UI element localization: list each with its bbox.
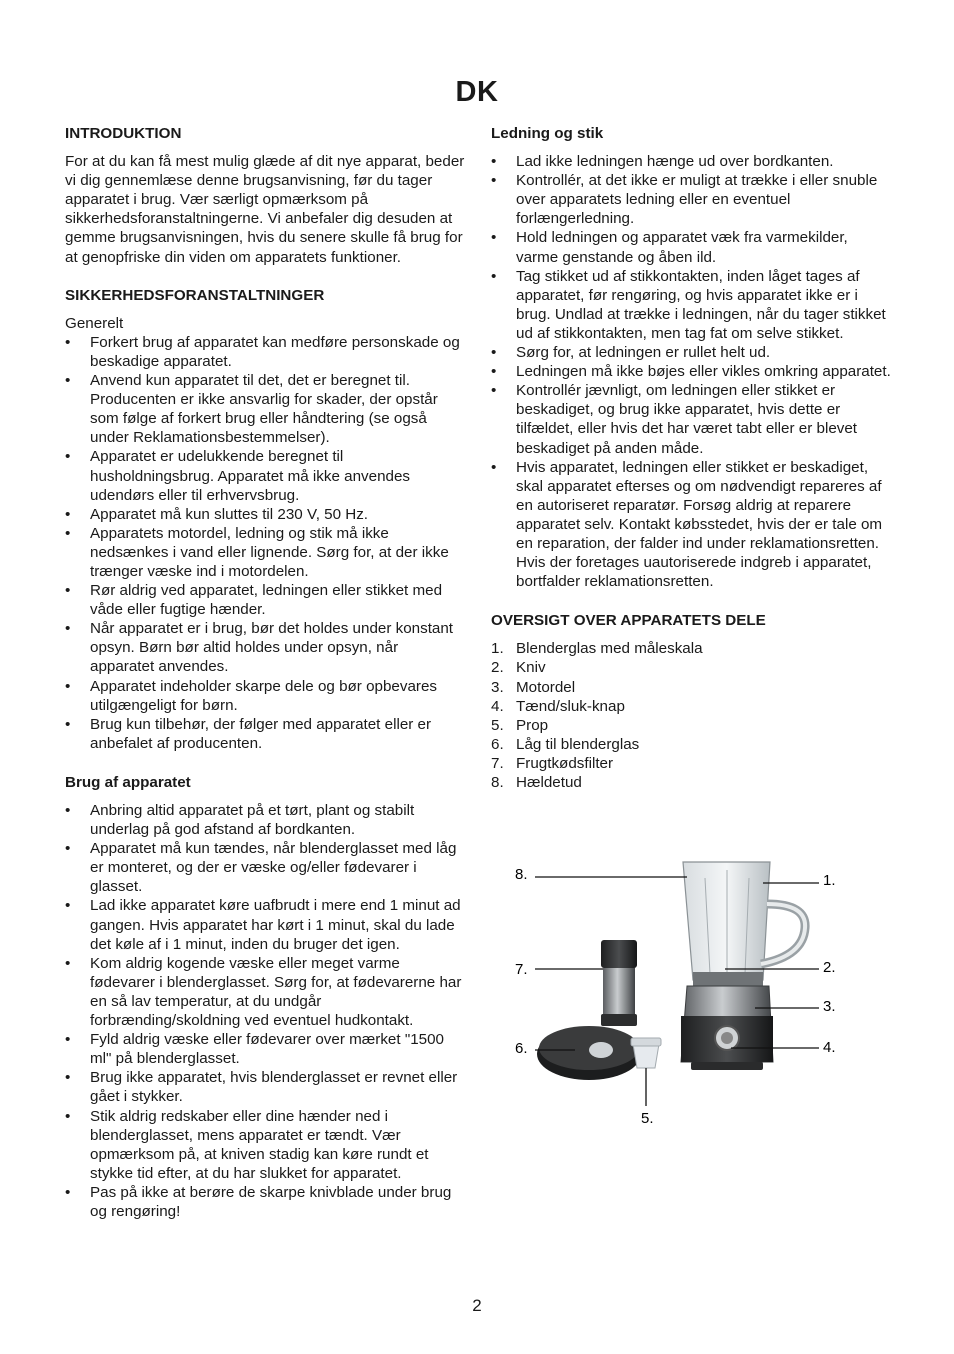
list-item: • Anvend kun apparatet til det, det er beregnet til. Producenten er ikke ansvarlig for skader, der opstår som følge af forkert brug eller håndtering (se også under Reklamationsbestemmelser). xyxy=(65,371,465,447)
figure-label-3: 3. xyxy=(823,998,836,1015)
list-item: • Forkert brug af apparatet kan medføre personskade og beskadige apparatet. xyxy=(65,333,465,371)
part-label: Blenderglas med måleskala xyxy=(516,640,703,658)
part-label: Tænd/sluk-knap xyxy=(516,697,625,715)
part-label: Prop xyxy=(516,716,549,734)
list-item: • Brug kun tilbehør, der følger med apparatet eller er anbefalet af producenten. xyxy=(65,715,465,753)
part-number: 3. xyxy=(491,678,504,696)
part-number: 2. xyxy=(491,659,504,677)
list-item: • Apparatets motordel, ledning og stik må ikke nedsænkes i vand eller lignende. Sørg for, at der ikke trænger væske ind i motordelen. xyxy=(65,524,465,581)
list-item: • Kom aldrig kogende væske eller meget varme fødevarer i blenderglasset. Sørg for, at fødevarerne har en så lav temperatur, at du undgår forbrænding/skoldning ved eventuel hudkontakt. xyxy=(65,954,465,1030)
figure-label-5: 5. xyxy=(641,1110,654,1127)
safety-list xyxy=(65,333,465,753)
part-label: Frugtkødsfilter xyxy=(516,754,614,772)
figure-label-8: 8. xyxy=(515,866,528,883)
part-item xyxy=(491,639,891,658)
jar-lid-shape xyxy=(537,1026,641,1080)
list-item: • Fyld aldrig væske eller fødevarer over mærket "1500 ml" på blenderglasset. xyxy=(65,1030,465,1068)
blender-jar-shape xyxy=(683,862,805,986)
cord-heading: Ledning og stik xyxy=(491,125,604,142)
part-label: Låg til blenderglas xyxy=(516,735,640,753)
part-item xyxy=(491,658,891,677)
cord-list xyxy=(491,152,891,591)
part-item xyxy=(491,754,891,773)
list-item: • Kontrollér jævnligt, om ledningen eller stikket er beskadiget, og brug ikke apparatet, hvis dette er tilfældet, eller hvis det har været tabt eller er blevet beskadiget på anden måde. xyxy=(491,381,891,457)
safety-subheading: Generelt xyxy=(65,314,124,332)
list-item: • Brug ikke apparatet, hvis blenderglasset er revnet eller gået i stykker. xyxy=(65,1068,465,1106)
list-item: • Rør aldrig ved apparatet, ledningen eller stikket med våde eller fugtige hænder. xyxy=(65,581,465,619)
part-item xyxy=(491,716,891,735)
right-column xyxy=(491,124,891,792)
part-item xyxy=(491,735,891,754)
blender-parts-figure xyxy=(505,848,865,1138)
part-number: 8. xyxy=(491,774,504,791)
part-number: 7. xyxy=(491,754,504,772)
part-label: Hældetud xyxy=(516,774,582,791)
part-number: 1. xyxy=(491,640,504,658)
usage-heading: Brug af apparatet xyxy=(65,773,191,791)
figure-label-1: 1. xyxy=(823,872,836,889)
pulp-filter-shape xyxy=(601,940,637,1026)
part-number: 4. xyxy=(491,697,504,715)
list-item: • Hvis apparatet, ledningen eller stikket er beskadiget, skal apparatet efterses og om nødvendigt repareres af en autoriseret reparatør. Forsøg aldrig at reparere apparatet selv. Kontakt købsstedet, hvis der er tale om en reparation, der falder ind under reklamationsretten. Hvis der foretages uautoriserede indgreb i apparatet, bortfalder reklamationsretten. xyxy=(491,458,891,592)
part-number: 6. xyxy=(491,735,504,753)
figure-label-4: 4. xyxy=(823,1039,836,1056)
list-item: • Anbring altid apparatet på et tørt, plant og stabilt underlag på god afstand af bordkanten. xyxy=(65,801,465,839)
list-item: • Apparatet må kun sluttes til 230 V, 50 Hz. xyxy=(65,505,465,524)
list-item: • Lad ikke ledningen hænge ud over bordkanten. xyxy=(491,152,891,171)
part-number: 5. xyxy=(491,716,504,734)
list-item: • Kontrollér, at det ikke er muligt at trække i eller snuble over apparatets ledning eller en eventuel forlængerledning. xyxy=(491,171,891,228)
part-item xyxy=(491,678,891,697)
list-item: • Apparatet er udelukkende beregnet til husholdningsbrug. Apparatet må ikke anvendes udendørs eller til erhvervsbrug. xyxy=(65,447,465,504)
list-item: • Ledningen må ikke bøjes eller vikles omkring apparatet. xyxy=(491,362,891,381)
list-item: • Pas på ikke at berøre de skarpe knivblade under brug og rengøring! xyxy=(65,1183,465,1221)
page-number: 2 xyxy=(472,1296,482,1315)
part-label: Kniv xyxy=(516,659,546,677)
list-item: • Når apparatet er i brug, bør det holdes under konstant opsyn. Børn bør altid holdes under opsyn, når apparatet anvendes. xyxy=(65,619,465,676)
language-heading: DK xyxy=(455,76,499,108)
parts-heading: OVERSIGT OVER APPARATETS DELE xyxy=(491,612,766,630)
left-column xyxy=(65,124,465,1221)
motor-base-shape xyxy=(681,986,773,1070)
intro-text: For at du kan få mest mulig glæde af dit nye apparat, beder vi dig gennemlæse denne brugsanvisning, før du tager apparatet i brug. Vær særligt opmærksom på sikkerhedsforanstaltningerne. Vi anbefaler dig desuden at gemme brugsanvisningen, hvis du senere skulle få brug for at genopfriske din viden om apparatets funktioner. xyxy=(65,153,465,266)
usage-list xyxy=(65,801,465,1221)
safety-heading: SIKKERHEDSFORANSTALTNINGER xyxy=(65,286,325,304)
parts-list xyxy=(491,639,891,792)
figure-label-2: 2. xyxy=(823,959,836,976)
list-item: • Sørg for, at ledningen er rullet helt ud. xyxy=(491,343,891,362)
part-item xyxy=(491,697,891,716)
list-item: • Lad ikke apparatet køre uafbrudt i mere end 1 minut ad gangen. Hvis apparatet har kørt i 1 minut, skal du lade det køle af i 1 minut, inden du bruger det igen. xyxy=(65,896,465,953)
intro-heading: INTRODUKTION xyxy=(65,125,182,142)
figure-label-6: 6. xyxy=(515,1040,528,1057)
list-item: • Apparatet må kun tændes, når blenderglasset med låg er monteret, og der er væske og/eller fødevarer i glasset. xyxy=(65,839,465,896)
part-item xyxy=(491,773,891,792)
list-item: • Hold ledningen og apparatet væk fra varmekilder, varme genstande og åben ild. xyxy=(491,228,891,266)
list-item: • Stik aldrig redskaber eller dine hænder ned i blenderglasset, mens apparatet er tændt. Vær opmærksom på, at kniven stadig kan køre rundt et stykke tid efter, at du har slukket for apparatet. xyxy=(65,1107,465,1183)
list-item: • Apparatet indeholder skarpe dele og bør opbevares utilgængeligt for børn. xyxy=(65,677,465,715)
figure-label-7: 7. xyxy=(515,961,528,978)
list-item: • Tag stikket ud af stikkontakten, inden låget tages af apparatet, før rengøring, og hvis apparatet ikke er i brug. Undlad at trække i ledningen, når du tager stikket ud af stikkontakten, men tag fat om selve stikket. xyxy=(491,267,891,343)
part-label: Motordel xyxy=(516,678,576,696)
